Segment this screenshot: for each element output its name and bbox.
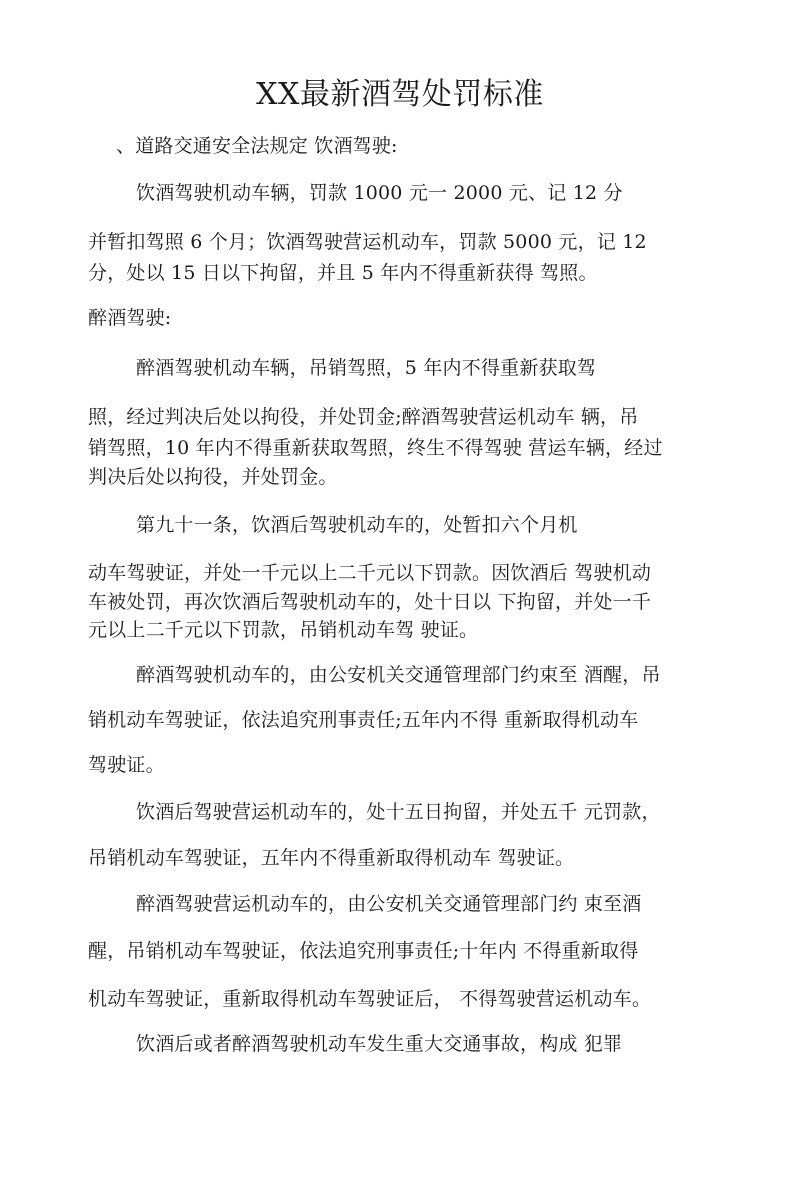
text-line: 并暂扣驾照 6 个月；饮酒驾驶营运机动车，罚款 5000 元，记 12	[88, 231, 647, 253]
text-line: 销驾照，10 年内不得重新获取驾照，终生不得驾驶 营运车辆，经过	[88, 437, 663, 459]
text-line: 醉酒驾驶:	[88, 307, 172, 329]
text-line: 、道路交通安全法规定 饮酒驾驶:	[116, 135, 398, 157]
text-line: 车被处罚，再次饮酒后驾驶机动车的，处十日以 下拘留，并处一千	[88, 591, 652, 613]
text-line: 照，经过判决后处以拘役，并处罚金;醉酒驾驶营运机动车 辆，吊	[88, 406, 639, 428]
text-line: 元以上二千元以下罚款，吊销机动车驾 驶证。	[88, 619, 479, 641]
text-line: 饮酒后或者醉酒驾驶机动车发生重大交通事故，构成 犯罪	[136, 1033, 623, 1055]
text-line: 销机动车驾驶证，依法追究刑事责任;五年内不得 重新取得机动车	[88, 709, 639, 731]
text-line: 动车驾驶证，并处一千元以上二千元以下罚款。因饮酒后 驾驶机动	[88, 562, 652, 584]
text-line: 判决后处以拘役，并处罚金。	[88, 466, 338, 488]
text-line: 吊销机动车驾驶证，五年内不得重新取得机动车 驾驶证。	[88, 847, 575, 869]
text-line: 醉酒驾驶营运机动车的，由公安机关交通管理部门约 束至酒	[136, 893, 642, 915]
text-line: 驾驶证。	[88, 754, 165, 776]
text-line: 机动车驾驶证，重新取得机动车驾驶证后， 不得驾驶营运机动车。	[88, 988, 652, 1010]
text-line: 醉酒驾驶机动车的，由公安机关交通管理部门约束至 酒醒，吊	[136, 664, 661, 686]
text-line: 醒，吊销机动车驾驶证，依法追究刑事责任;十年内 不得重新取得	[88, 940, 639, 962]
text-line: 第九十一条，饮酒后驾驶机动车的，处暂扣六个月机	[136, 514, 578, 536]
text-line: 醉酒驾驶机动车辆，吊销驾照，5 年内不得重新获取驾	[136, 357, 597, 379]
text-line: 饮酒驾驶机动车辆，罚款 1000 元一 2000 元、记 12 分	[136, 182, 623, 204]
document-title: XX最新酒驾处罚标准	[256, 77, 544, 112]
text-line: 分，处以 15 日以下拘留，并且 5 年内不得重新获得 驾照。	[88, 262, 598, 284]
text-line: 饮酒后驾驶营运机动车的，处十五日拘留，并处五千 元罚款，	[136, 801, 661, 823]
